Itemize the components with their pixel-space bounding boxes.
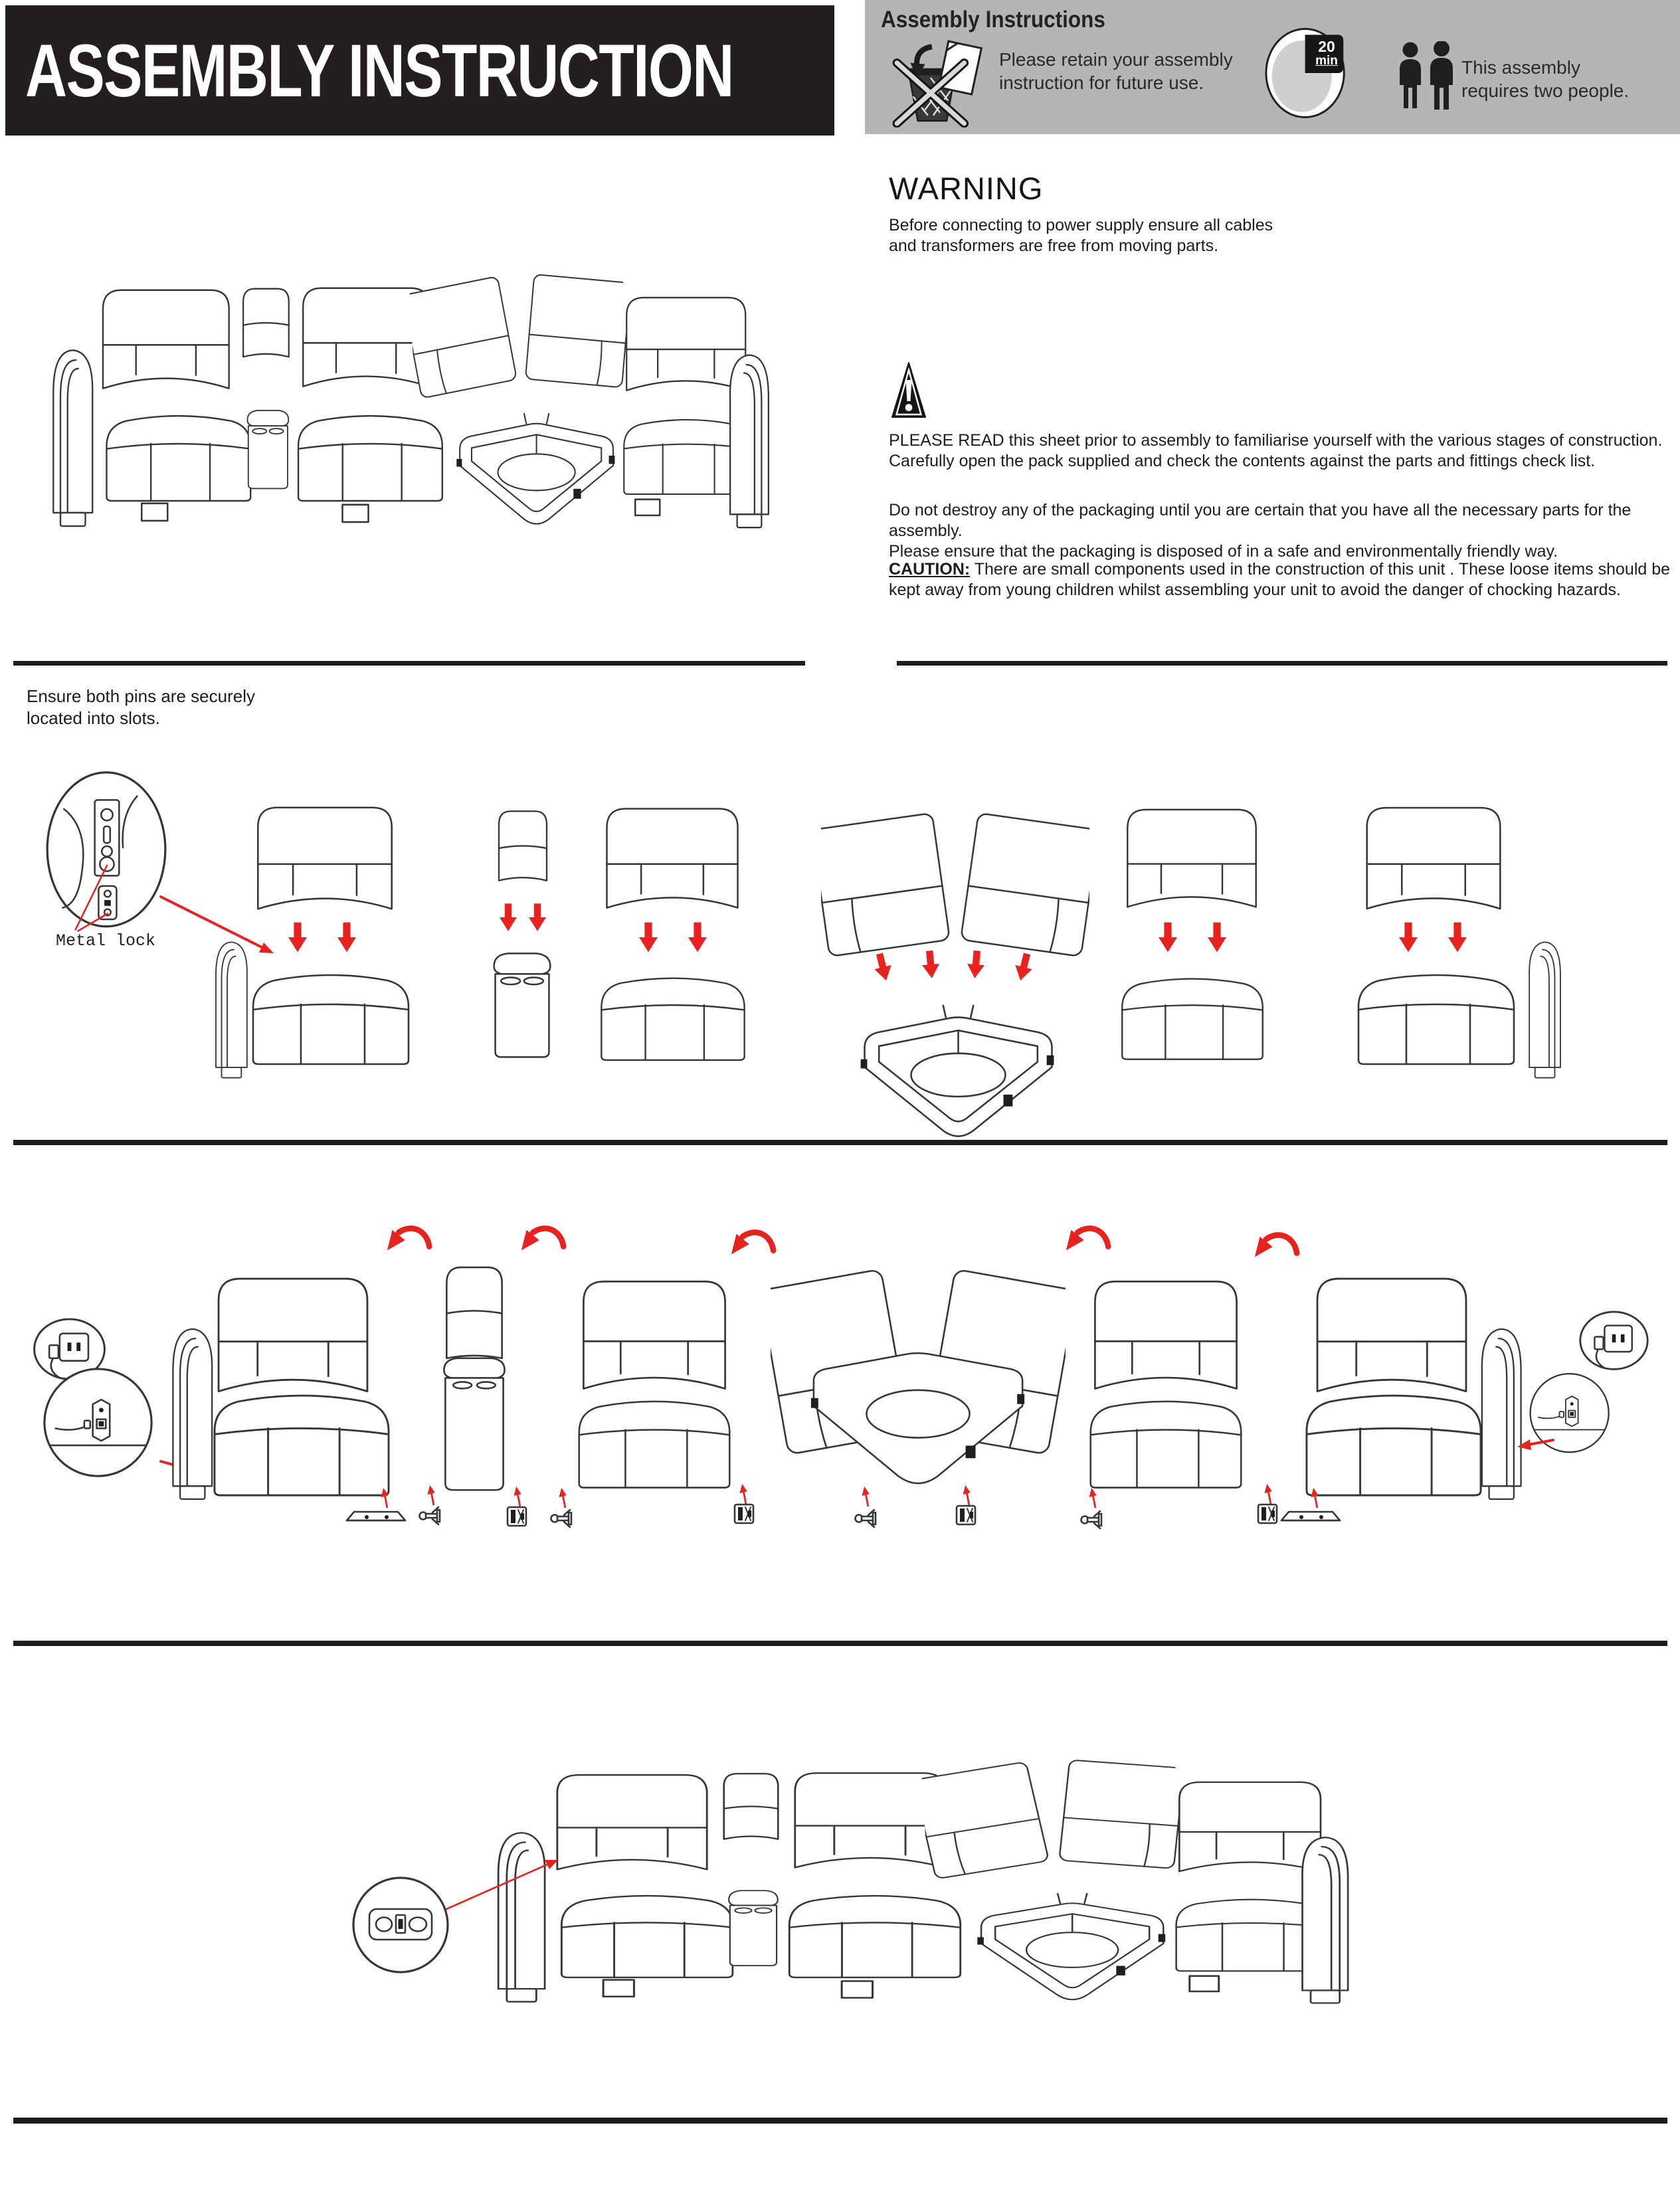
down-arrow-icon [500, 903, 517, 931]
caution-label: CAUTION: [889, 560, 971, 579]
assembled-corner-unit [760, 1269, 1077, 1483]
bolt-hardware-icon [1081, 1511, 1102, 1528]
down-arrow-icon [1208, 923, 1226, 953]
retain-note: Please retain your assembly instruction for future use. [999, 49, 1233, 93]
sofa-left-arm [53, 350, 92, 526]
metal-lock-label: Metal lock [56, 931, 156, 951]
left-arm-piece [173, 1329, 212, 1499]
wedge-plate-hardware-icon [347, 1512, 405, 1520]
title-banner [5, 5, 834, 136]
backrest-piece [1367, 808, 1501, 909]
warning-intro: Before connecting to power supply ensure all cables and transformers are free from moving parts. [889, 216, 1273, 255]
pointer-arrow [427, 1485, 434, 1505]
warning-triangle-icon [891, 361, 926, 418]
magnifier-socket-icon [1580, 1312, 1647, 1369]
bolt-hardware-icon [420, 1507, 440, 1524]
assembled-backrest [1317, 1279, 1466, 1392]
assembled-backrest [583, 1281, 725, 1388]
sofa-console-back [724, 1774, 779, 1839]
trash-paper-icon [889, 33, 990, 128]
pointer-arrow [1089, 1488, 1096, 1508]
sofa-backrest [626, 298, 745, 391]
backrest-piece [258, 808, 391, 909]
sofa-backrest [1179, 1782, 1321, 1871]
sofa-foot [343, 505, 369, 522]
step1-note: Ensure both pins are securely located into slots. [27, 686, 255, 728]
assembled-seat [1307, 1396, 1481, 1495]
sofa-right-arm [1302, 1837, 1348, 2003]
bolt-hardware-icon [551, 1510, 572, 1527]
pointer-arrow [963, 1485, 970, 1505]
down-arrow-icon [688, 923, 707, 953]
assembled-console [444, 1267, 504, 1490]
backrest-piece [607, 808, 737, 907]
sofa-foot [603, 1980, 634, 1997]
seat-base [1358, 975, 1514, 1064]
sofa-console-back [243, 289, 289, 357]
page-title: ASSEMBLY INSTRUCTION [25, 29, 733, 112]
assembled-seat [579, 1402, 730, 1488]
sofa-console-cupholders [729, 1890, 778, 1965]
divider [897, 661, 1667, 666]
final-assembled-sofa-drawing [457, 1734, 1380, 2009]
sofa-foot [635, 500, 660, 515]
sectional-sofa-overview-drawing [19, 247, 796, 534]
pointer-arrow [559, 1488, 566, 1508]
down-arrow-icon [337, 923, 356, 953]
sofa-backrest [795, 1773, 945, 1867]
sofa-console-cupholders [247, 411, 288, 489]
assembled-backrest [219, 1279, 367, 1392]
curved-arrow-icon [521, 1228, 563, 1250]
down-arrow-icon [966, 950, 986, 979]
pointer-arrow [862, 1487, 869, 1507]
please-read-paragraph: PLEASE READ this sheet prior to assembly to familiarise yourself with the various stages of construction. Carefully open the pack supplied and check the contents against the parts and fittings check list. [889, 431, 1663, 470]
down-arrow-icon [529, 903, 546, 931]
two-people-icon [1395, 41, 1458, 111]
curved-arrow-icon [731, 1232, 773, 1254]
curved-arrow-icon [1255, 1235, 1297, 1257]
corner-backrest-pieces [812, 813, 1099, 957]
bracket-hardware-icon [957, 1506, 975, 1524]
packaging-paragraph: Do not destroy any of the packaging until you are certain that you have all the necessary parts for the assembly. Please ensure that the packaging is disposed of in a safe and environmentally friendly way. [889, 501, 1632, 561]
sofa-foot [141, 503, 167, 521]
pointer-arrow [1264, 1484, 1271, 1504]
sofa-right-arm [730, 355, 769, 528]
corner-base [861, 1006, 1054, 1137]
wedge-plate-hardware-icon [1281, 1512, 1340, 1520]
down-arrow-icon [871, 952, 894, 983]
right-arm-piece [1482, 1329, 1521, 1499]
sofa-corner-seat [977, 1894, 1165, 1999]
down-arrow-icon [1012, 952, 1035, 983]
down-arrow-icon [921, 950, 941, 979]
console-back-piece [499, 811, 547, 880]
assembled-seat [1091, 1402, 1242, 1488]
sofa-seat [298, 416, 442, 501]
pointer-arrow [161, 897, 274, 953]
two-people-note: This assembly requires two people. [1461, 57, 1630, 101]
right-arm-piece [1529, 942, 1560, 1077]
bracket-hardware-icon [1258, 1505, 1277, 1523]
sofa-backrest [557, 1775, 707, 1869]
sofa-foot [842, 1981, 872, 1998]
seat-base [1122, 979, 1263, 1059]
bracket-hardware-icon [508, 1507, 526, 1526]
sofa-seat [561, 1896, 732, 1977]
pointer-arrow [513, 1487, 521, 1507]
sofa-backrest [103, 290, 229, 389]
curved-arrow-icon [387, 1228, 429, 1250]
sofa-corner-seat [456, 414, 614, 524]
step1-diagram [0, 678, 1680, 1142]
backrest-piece [1127, 810, 1256, 907]
assembled-seat [215, 1396, 389, 1495]
down-arrow-icon [1159, 923, 1177, 953]
sofa-backrest [303, 288, 429, 387]
sofa-seat [789, 1896, 960, 1977]
sofa-corner-backrests [402, 269, 636, 399]
step2-diagram [0, 1149, 1680, 1548]
down-arrow-icon [288, 923, 307, 953]
sofa-corner-backrests [912, 1755, 1190, 1880]
magnifier-metal-lock-icon [47, 773, 165, 931]
assembled-backrest [1095, 1281, 1236, 1388]
magnifier-connector-icon [45, 1369, 151, 1476]
time-badge: 20 min [1315, 38, 1338, 68]
caution-paragraph: CAUTION: There are small components used in the construction of this unit . These loose items should be kept away from young children whilst assembling your unit to avoid the danger of chocking hazards. [889, 560, 1671, 599]
magnifier-connector-icon [1531, 1374, 1609, 1452]
pointer-arrow [425, 1840, 578, 1926]
divider [13, 2118, 1667, 2124]
bolt-hardware-icon [856, 1510, 876, 1527]
seat-base [601, 978, 744, 1060]
seat-base [253, 975, 409, 1064]
divider [13, 661, 805, 666]
sofa-foot [1190, 1976, 1219, 1991]
curved-arrow-icon [1066, 1228, 1108, 1250]
divider [13, 1641, 1667, 1646]
console-base [494, 953, 551, 1057]
bracket-hardware-icon [735, 1505, 753, 1523]
down-arrow-icon [1448, 923, 1467, 953]
left-arm-piece [216, 942, 247, 1077]
warning-heading: WARNING [889, 171, 1044, 206]
pointer-arrow [739, 1484, 747, 1504]
down-arrow-icon [1399, 923, 1418, 953]
down-arrow-icon [639, 923, 658, 953]
sofa-seat [106, 416, 250, 501]
info-banner-heading: Assembly Instructions [881, 7, 1105, 33]
